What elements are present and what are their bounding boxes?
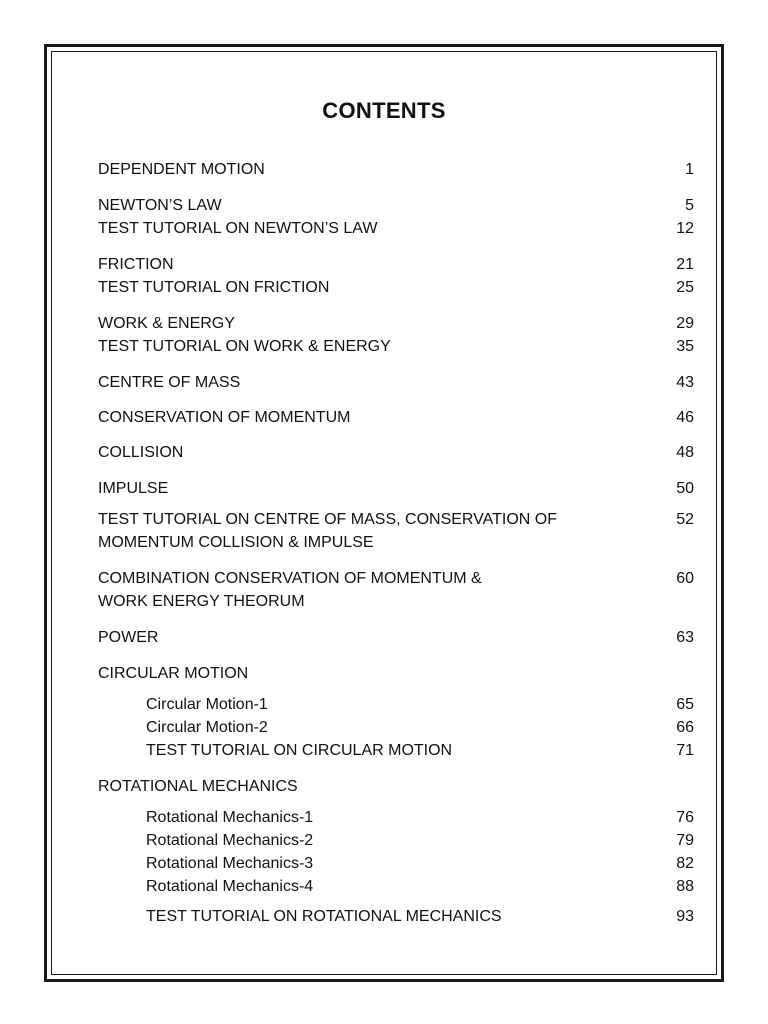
toc-entry-page: 25 [676,279,694,296]
toc-entry-page: 60 [676,570,694,587]
toc-entry-label: WORK & ENERGY [98,315,235,332]
toc-entry-page: 71 [676,742,694,759]
toc-entry-label: IMPULSE [98,480,169,497]
toc-entry-page: 29 [676,315,694,332]
toc-entry-label: TEST TUTORIAL ON CIRCULAR MOTION [146,742,453,759]
toc-entry-label: MOMENTUM COLLISION & IMPULSE [98,534,374,551]
toc-entry-label: FRICTION [98,256,174,273]
toc-entry-label: Rotational Mechanics-1 [146,809,314,826]
toc-entry-label: Circular Motion-1 [146,696,268,713]
toc-entry-page: 48 [676,444,694,461]
toc-entry-label: WORK ENERGY THEORUM [98,593,305,610]
toc-entry-page: 12 [676,220,694,237]
toc-entry-page: 82 [676,855,694,872]
toc-entry-label: TEST TUTORIAL ON ROTATIONAL MECHANICS [146,908,502,925]
toc-entry-label: Circular Motion-2 [146,719,268,736]
toc-entry-label: CIRCULAR MOTION [98,665,249,682]
toc-entry-page: 50 [676,480,694,497]
toc-entry-label: COLLISION [98,444,184,461]
toc-entry-label: NEWTON’S LAW [98,197,222,214]
toc-entry-label: COMBINATION CONSERVATION OF MOMENTUM & [98,570,482,587]
toc-entry-label: DEPENDENT MOTION [98,161,265,178]
toc-entry-page: 5 [685,197,694,214]
toc-entry-label: Rotational Mechanics-3 [146,855,314,872]
toc-entry-page: 65 [676,696,694,713]
toc-entry-page: 43 [676,374,694,391]
toc-entry-label: CONSERVATION OF MOMENTUM [98,409,351,426]
toc-entry-page: 1 [685,161,694,178]
toc-entry-page: 79 [676,832,694,849]
toc-entry-page: 66 [676,719,694,736]
toc-entry-page: 35 [676,338,694,355]
toc-entry-page: 93 [676,908,694,925]
toc-entry-label: CENTRE OF MASS [98,374,241,391]
toc-entry-page: 46 [676,409,694,426]
toc-entry-page: 63 [676,629,694,646]
toc-entry-label: TEST TUTORIAL ON WORK & ENERGY [98,338,391,355]
toc-entry-label: TEST TUTORIAL ON CENTRE OF MASS, CONSERVATION OF [98,511,558,528]
toc-entry-page: 52 [676,511,694,528]
toc-entry-page: 21 [676,256,694,273]
toc-entry-label: Rotational Mechanics-4 [146,878,314,895]
toc-entry-page: 76 [676,809,694,826]
toc-entry-label: TEST TUTORIAL ON NEWTON’S LAW [98,220,378,237]
toc-entry-label: ROTATIONAL MECHANICS [98,778,298,795]
table-of-contents [98,0,694,1024]
page-title: CONTENTS [322,98,446,123]
toc-entry-page: 88 [676,878,694,895]
toc-entry-label: TEST TUTORIAL ON FRICTION [98,279,330,296]
toc-entry-label: POWER [98,629,159,646]
toc-entry-label: Rotational Mechanics-2 [146,832,314,849]
